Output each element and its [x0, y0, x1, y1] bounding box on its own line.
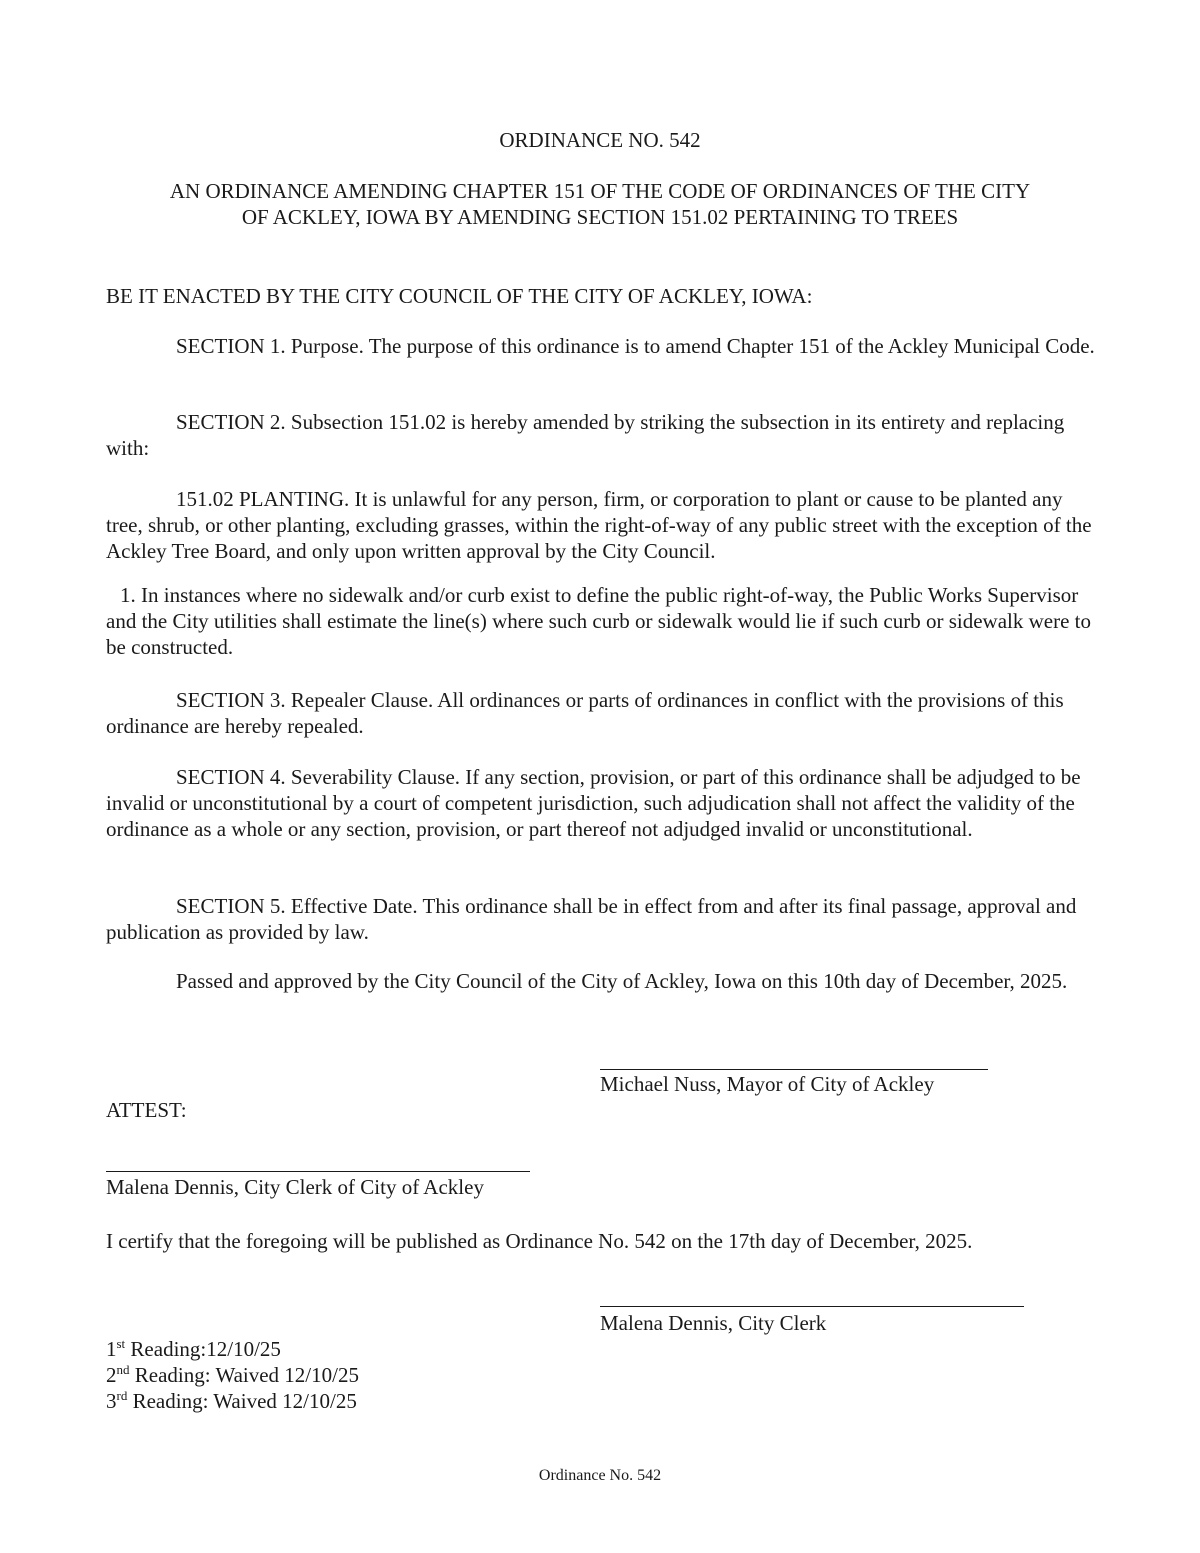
clerk-signature-line	[600, 1306, 1024, 1307]
passed-and-approved: Passed and approved by the City Council of the City of Ackley, Iowa on this 10th day of December, 2025.	[176, 969, 1068, 993]
first-reading	[106, 1336, 281, 1362]
planting-item-1: 1. In instances where no sidewalk and/or curb exist to define the public right-of-way, the Public Works Supervisor and the City utilities shall estimate the line(s) where such curb or sidewalk would lie if such curb or sidewalk were to be constructed.	[106, 583, 1091, 659]
ordinance-title-line-1: AN ORDINANCE AMENDING CHAPTER 151 OF THE CODE OF ORDINANCES OF THE CITY	[169, 179, 1031, 203]
reading-text: Reading: Waived 12/10/25	[129, 1363, 359, 1387]
section-1-purpose: SECTION 1. Purpose. The purpose of this ordinance is to amend Chapter 151 of the Ackley Municipal Code.	[176, 334, 1095, 358]
reading-text: Reading:12/10/25	[125, 1337, 281, 1361]
reading-text: Reading: Waived 12/10/25	[127, 1389, 357, 1413]
certification-statement: I certify that the foregoing will be published as Ordinance No. 542 on the 17th day of December, 2025.	[106, 1229, 973, 1253]
section-151-02-planting: 151.02 PLANTING. It is unlawful for any person, firm, or corporation to plant or cause to be planted any tree, shrub, or other planting, excluding grasses, within the right-of-way of any public street with the exception of the Ackley Tree Board, and only upon written approval by the City Council.	[106, 487, 1092, 563]
second-reading	[106, 1362, 359, 1388]
mayor-name: Michael Nuss, Mayor of City of Ackley	[600, 1072, 935, 1096]
enacting-clause: BE IT ENACTED BY THE CITY COUNCIL OF THE CITY OF ACKLEY, IOWA:	[106, 284, 813, 308]
section-3-repealer: SECTION 3. Repealer Clause. All ordinances or parts of ordinances in conflict with the provisions of this ordinance are hereby repealed.	[106, 688, 1064, 738]
clerk-attest-signature-line	[106, 1171, 530, 1172]
third-reading	[106, 1388, 357, 1414]
ordinance-number-heading: ORDINANCE NO. 542	[499, 128, 701, 152]
page-footer: Ordinance No. 542	[538, 1467, 662, 1484]
reading-ordinal-suffix: rd	[116, 1388, 128, 1403]
reading-number: 1	[106, 1337, 117, 1361]
reading-number: 3	[106, 1389, 117, 1413]
clerk-name: Malena Dennis, City Clerk	[600, 1311, 827, 1335]
section-5-effective-date: SECTION 5. Effective Date. This ordinance shall be in effect from and after its final passage, approval and publication as provided by law.	[106, 894, 1077, 944]
ordinance-title-line-2: OF ACKLEY, IOWA BY AMENDING SECTION 151.02 PERTAINING TO TREES	[241, 205, 959, 229]
mayor-signature-line	[600, 1069, 988, 1070]
reading-ordinal-suffix: st	[116, 1336, 126, 1351]
section-4-severability: SECTION 4. Severability Clause. If any section, provision, or part of this ordinance shall be adjudged to be invalid or unconstitutional by a court of competent jurisdiction, such adjudication shall not affect the validity of the ordinance as a whole or any section, provision, or part thereof not adjudged invalid or unconstitutional.	[106, 765, 1081, 841]
attest-label: ATTEST:	[106, 1098, 187, 1122]
clerk-attest-name: Malena Dennis, City Clerk of City of Ackley	[106, 1175, 484, 1199]
section-2-amendment: SECTION 2. Subsection 151.02 is hereby amended by striking the subsection in its entirety and replacing with:	[106, 410, 1065, 460]
reading-number: 2	[106, 1363, 117, 1387]
reading-ordinal-suffix: nd	[116, 1362, 130, 1377]
